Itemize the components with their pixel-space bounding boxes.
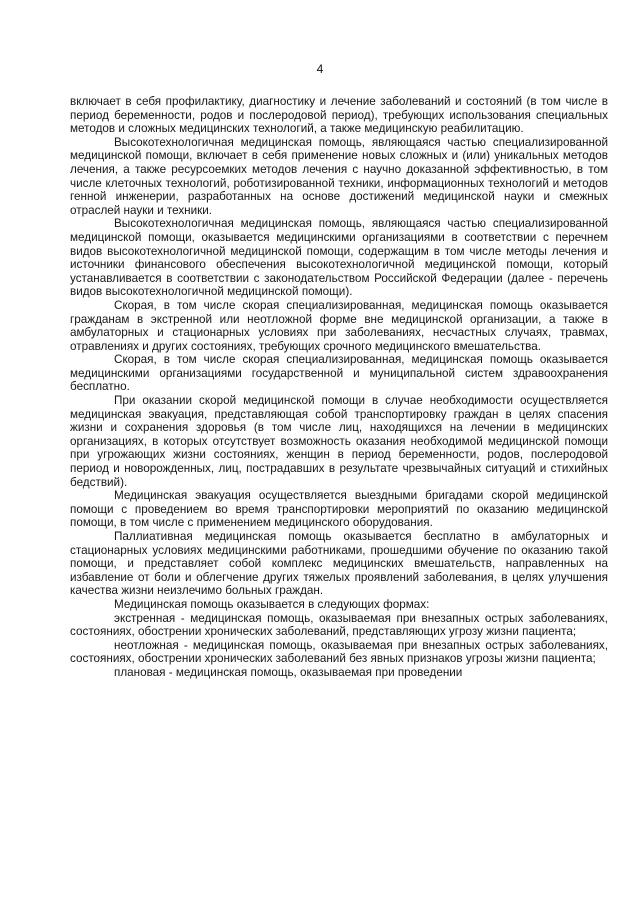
paragraph-medical-evacuation: При оказании скорой медицинской помощи в случае необходимости осуществляется медицинская эвакуация, представляющая собой транспортировку граждан в целях спасения жизни и сохранения здоровья (в том числе лиц, находящихся на лечении в медицинских организациях, в которых отсутствует возможность оказания необходимой медицинской помощи при угрожающих жизни состояниях, женщин в период беременности, родов, послеродовой период и новорожденных, лиц, пострадавших в результате чрезвычайных ситуаций и стихийных бедствий). xyxy=(70,394,608,489)
paragraph-care-forms-intro: Медицинская помощь оказывается в следующих формах: xyxy=(114,597,430,611)
paragraph-high-tech-care: Высокотехнологичная медицинская помощь, являющаяся частью специализированной медицинской помощи, включает в себя применение новых сложных и (или) уникальных методов лечения, а также ресурсоемких методов лечения с научно доказанной эффективностью, в том числе клеточных технологий, роботизированной техники, информационных технологий и методов генной инженерии, разработанных на основе достижений медицинской науки и смежных отраслей науки и техники. xyxy=(70,135,608,217)
paragraph-continuation: включает в себя профилактику, диагностику и лечение заболеваний и состояний (в том числе в период беременности, родов и послеродовой период), требующих использования специальных методов и сложных медицинских технологий, а также медицинскую реабилитацию. xyxy=(70,95,608,136)
paragraph-form-planned: плановая - медицинская помощь, оказываемая при проведении xyxy=(114,665,463,679)
paragraph-emergency-care: Скорая, в том числе скорая специализированная, медицинская помощь оказывается гражданам в экстренной или неотложной форме вне медицинской организации, а также в амбулаторных и стационарных условиях при заболеваниях, несчастных случаях, травмах, отравлениях и других состояниях, требующих срочного медицинского вмешательства. xyxy=(70,298,608,353)
paragraph-evacuation-teams: Медицинская эвакуация осуществляется выездными бригадами скорой медицинской помощи с проведением во время транспортировки мероприятий по оказанию медицинской помощи, в том числе с применением медицинского оборудования. xyxy=(70,489,608,530)
paragraph-high-tech-care-provision: Высокотехнологичная медицинская помощь, являющаяся частью специализированной медицинской помощи, оказывается медицинскими организациями в соответствии с перечнем видов высокотехнологичной медицинской помощи, содержащим в том числе методы лечения и источники финансового обеспечения высокотехнологичной медицинской помощи, который устанавливается в соответствии с законодательством Российской Федерации (далее - перечень видов высокотехнологичной медицинской помощи). xyxy=(70,217,608,299)
paragraph-palliative-care: Паллиативная медицинская помощь оказывается бесплатно в амбулаторных и стационарных условиях медицинскими работниками, прошедшими обучение по оказанию такой помощи, и представляет собой комплекс медицинских вмешательств, направленных на избавление от боли и облегчение других тяжелых проявлений заболевания, в целях улучшения качества жизни неизлечимо больных граждан. xyxy=(70,530,608,598)
page-number: 4 xyxy=(316,62,324,76)
paragraph-form-urgent: неотложная - медицинская помощь, оказываемая при внезапных острых заболеваниях, состояниях, обострении хронических заболеваний без явных признаков угрозы жизни пациента; xyxy=(70,638,608,666)
document-body xyxy=(70,95,608,680)
paragraph-emergency-care-free: Скорая, в том числе скорая специализированная, медицинская помощь оказывается медицинскими организациями государственной и муниципальной систем здравоохранения бесплатно. xyxy=(70,353,608,394)
paragraph-form-emergency: экстренная - медицинская помощь, оказываемая при внезапных острых заболеваниях, состояниях, обострении хронических заболеваний, представляющих угрозу жизни пациента; xyxy=(70,611,608,639)
